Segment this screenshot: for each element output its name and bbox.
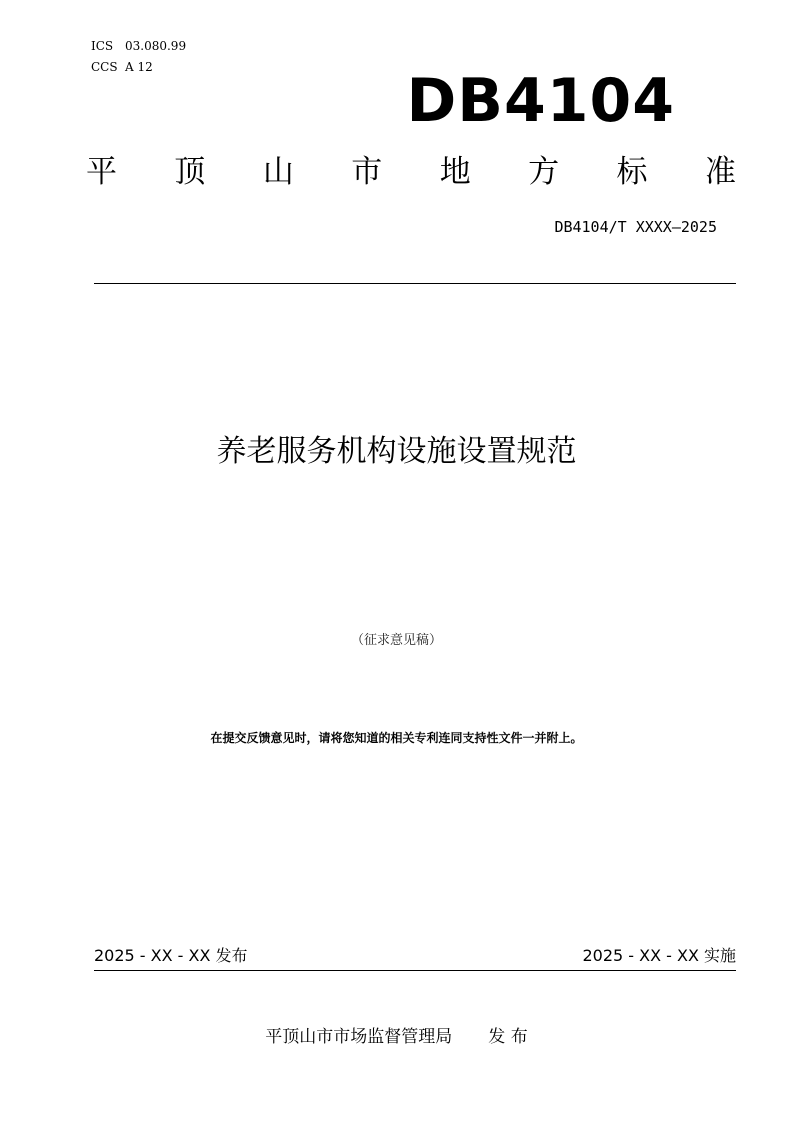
ics-code: 03.080.99 xyxy=(125,39,187,53)
standard-code: DB4104 xyxy=(406,66,675,136)
standard-type-char: 顶 xyxy=(174,154,206,190)
standard-type-char: 准 xyxy=(704,154,736,190)
standard-type-char: 山 xyxy=(262,154,294,190)
issue-date: 2025 - XX - XX 发布 xyxy=(94,946,248,965)
standard-type-char: 标 xyxy=(616,154,648,190)
footer-divider xyxy=(94,970,736,971)
draft-status: （征求意见稿） xyxy=(350,633,442,648)
ccs-classification xyxy=(91,59,153,75)
implementation-date: 2025 - XX - XX 实施 xyxy=(582,946,736,965)
standard-type-char: 平 xyxy=(86,154,117,190)
header-divider xyxy=(94,283,736,284)
document-title: 养老服务机构设施设置规范 xyxy=(216,434,577,469)
ccs-code: A 12 xyxy=(125,60,153,74)
ics-label: ICS xyxy=(91,39,114,53)
standard-type-char: 地 xyxy=(439,154,471,190)
standard-type-char: 市 xyxy=(351,154,383,190)
publish-word: 发 布 xyxy=(488,1027,528,1047)
publisher-name: 平顶山市市场监督管理局 xyxy=(265,1027,453,1047)
standard-number: DB4104/T XXXX—2025 xyxy=(554,218,717,236)
patent-notice: 在提交反馈意见时，请将您知道的相关专利连同支持性文件一并附上。 xyxy=(210,731,583,745)
ics-classification xyxy=(91,38,186,54)
standard-type xyxy=(86,150,736,194)
standard-type-char: 方 xyxy=(528,154,560,190)
ccs-label: CCS xyxy=(91,60,118,74)
publisher-line xyxy=(0,1025,793,1049)
